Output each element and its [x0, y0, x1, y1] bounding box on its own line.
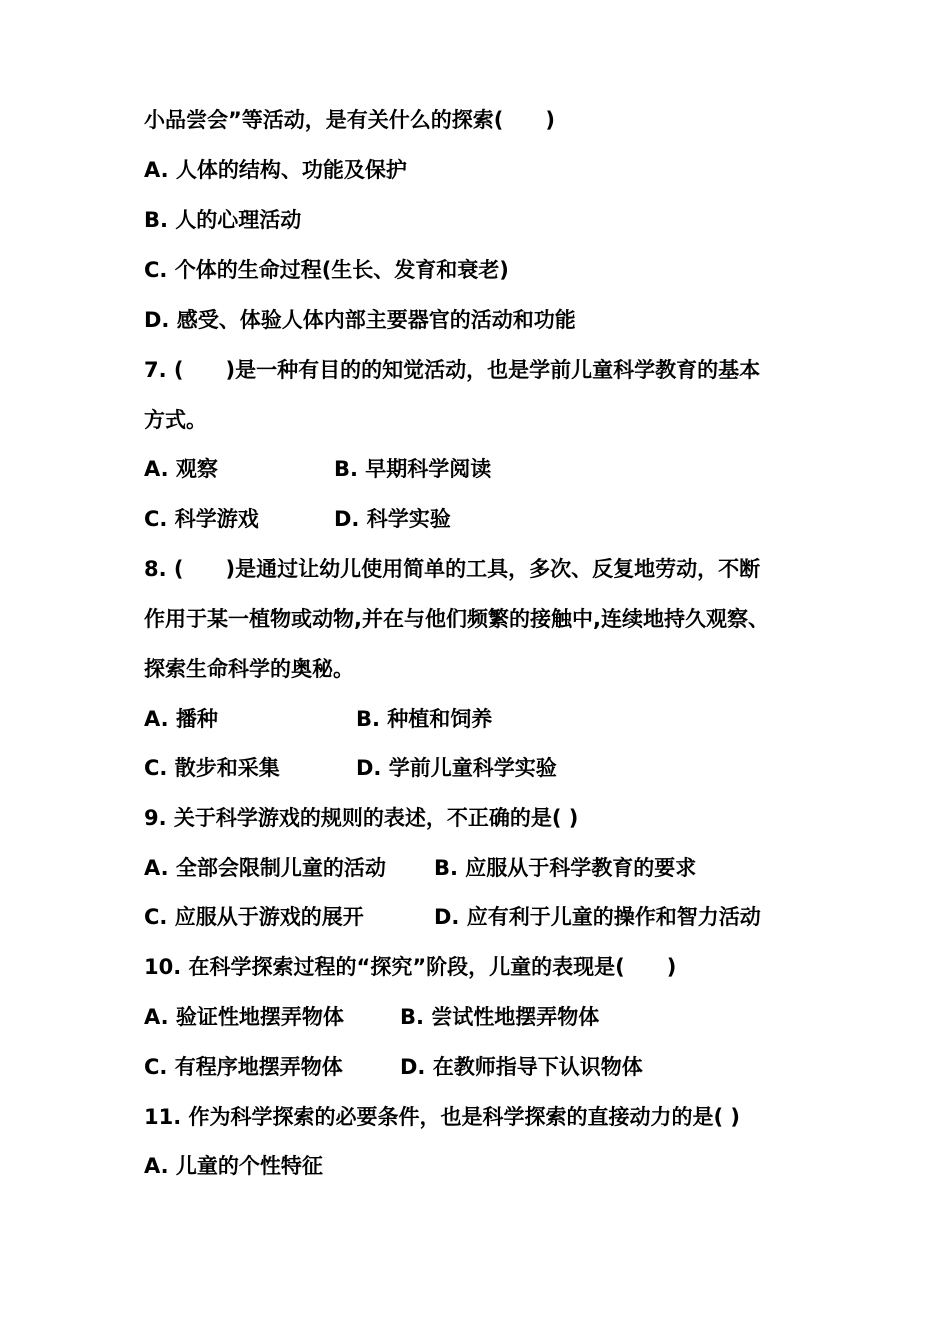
q8-option-a: A. 播种	[144, 707, 218, 731]
q8-option-c: C. 散步和采集	[144, 756, 280, 780]
q8-stem-continuation-2: 探索生命科学的奥秘。	[144, 657, 354, 681]
q6-option-c: C. 个体的生命过程(生长、发育和衰老)	[144, 258, 509, 282]
q9-option-c: C. 应服从于游戏的展开	[144, 905, 364, 929]
q10-option-a: A. 验证性地摆弄物体	[144, 1005, 344, 1029]
q8-stem: 8. ( )是通过让幼儿使用简单的工具，多次、反复地劳动，不断	[144, 557, 761, 581]
q9-stem: 9. 关于科学游戏的规则的表述，不正确的是( )	[144, 806, 579, 830]
q7-option-c: C. 科学游戏	[144, 507, 259, 531]
q8-stem-continuation-1: 作用于某一植物或动物,并在与他们频繁的接触中,连续地持久观察、	[144, 607, 769, 631]
q7-option-a: A. 观察	[144, 457, 218, 481]
q10-option-c: C. 有程序地摆弄物体	[144, 1055, 343, 1079]
q7-option-d: D. 科学实验	[334, 507, 451, 531]
q6-stem-continuation: 小品尝会”等活动，是有关什么的探索( )	[144, 108, 555, 132]
q7-stem: 7. ( )是一种有目的的知觉活动，也是学前儿童科学教育的基本	[144, 358, 761, 382]
q10-option-b: B. 尝试性地摆弄物体	[400, 1005, 600, 1029]
q8-option-b: B. 种植和饲养	[356, 707, 493, 731]
q6-option-a: A. 人体的结构、功能及保护	[144, 158, 407, 182]
q6-option-d: D. 感受、体验人体内部主要器官的活动和功能	[144, 308, 576, 332]
q9-option-a: A. 全部会限制儿童的活动	[144, 856, 386, 880]
q7-stem-continuation: 方式。	[144, 408, 207, 432]
q10-stem: 10. 在科学探索过程的“探究”阶段，儿童的表现是( )	[144, 955, 677, 979]
q11-stem: 11. 作为科学探索的必要条件，也是科学探索的直接动力的是( )	[144, 1105, 741, 1129]
q11-option-a: A. 儿童的个性特征	[144, 1154, 323, 1178]
q9-option-b: B. 应服从于科学教育的要求	[434, 856, 697, 880]
q10-option-d: D. 在教师指导下认识物体	[400, 1055, 643, 1079]
q7-option-b: B. 早期科学阅读	[334, 457, 492, 481]
q8-option-d: D. 学前儿童科学实验	[356, 756, 557, 780]
q6-option-b: B. 人的心理活动	[144, 208, 302, 232]
q9-option-d: D. 应有利于儿童的操作和智力活动	[434, 905, 761, 929]
